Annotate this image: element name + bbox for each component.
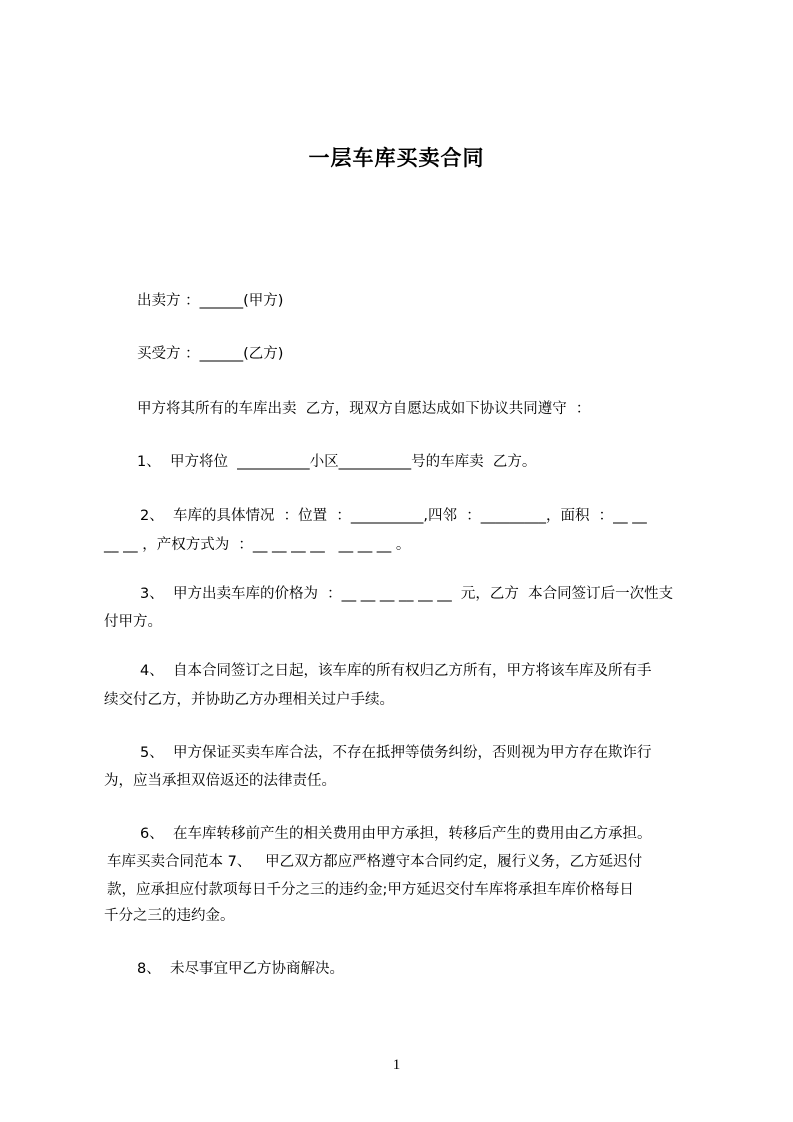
page-number: 1 — [392, 1057, 401, 1073]
clause-3-line-2: 付甲方。 — [104, 614, 162, 630]
clause-6-line-4: 千分之三的违约金。 — [104, 908, 235, 924]
intro-paragraph: 甲方将其所有的车库出卖 乙方，现双方自愿达成如下协议共同遵守 ： — [137, 401, 591, 417]
clause-5-line-1: 5、 甲方保证买卖车库合法，不存在抵押等债务纠纷，否则视为甲方存在欺诈行 — [140, 745, 652, 761]
document-title: 一层车库买卖合同 — [308, 146, 485, 170]
clause-2-line-1: 2、 车库的具体情况 ：位置 ：__________,四邻 ：_________，面积 ：__ __ — [140, 508, 647, 524]
clause-6-line-2: 车库买卖合同范本 7、 甲乙双方都应严格遵守本合同约定，履行义务，乙方延迟付 — [107, 854, 643, 870]
clause-3-line-1: 3、 甲方出卖车库的价格为 ：__ __ __ __ __ __ 元，乙方 本合同签订后一次性支 — [140, 586, 674, 602]
clause-1-line-1: 1、 甲方将位 __________小区__________号的车库卖 乙方。 — [137, 454, 537, 470]
clause-4-line-1: 4、 自本合同签订之日起，该车库的所有权归乙方所有，甲方将该车库及所有手 — [140, 663, 652, 679]
clause-2-line-2: __ __ ，产权方式为 ：__ __ __ __ __ __ __ 。 — [104, 537, 411, 553]
clause-8-line-1: 8、 未尽事宜甲乙方协商解决。 — [137, 961, 344, 977]
buyer-line: 买受方 ：______(乙方) — [137, 346, 284, 362]
clause-5-line-2: 为，应当承担双倍返还的法律责任。 — [104, 773, 336, 789]
clause-6-line-3: 款，应承担应付款项每日千分之三的违约金;甲方延迟交付车库将承担车库价格每日 — [107, 882, 634, 898]
clause-4-line-2: 续交付乙方，并协助乙方办理相关过户手续。 — [104, 692, 394, 708]
seller-line: 出卖方 ：______(甲方) — [137, 293, 284, 309]
clause-6-line-1: 6、 在车库转移前产生的相关费用由甲方承担，转移后产生的费用由乙方承担。 — [140, 826, 652, 842]
